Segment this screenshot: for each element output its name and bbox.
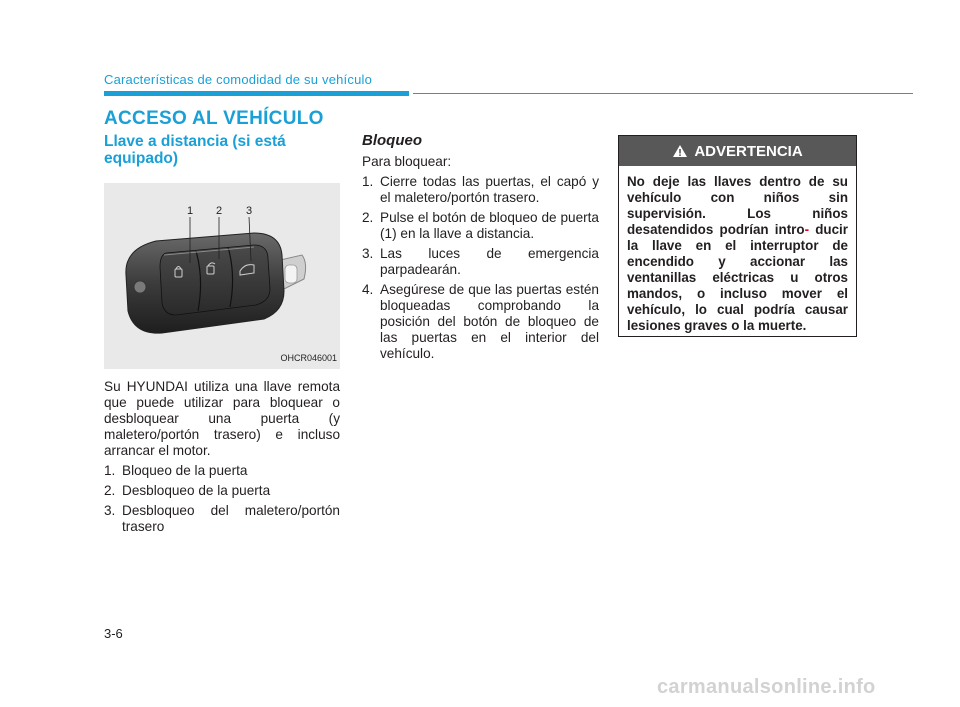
callout-3: 3 — [246, 205, 253, 217]
chapter-header-bar — [104, 91, 409, 96]
lock-heading: Bloqueo — [362, 132, 422, 149]
callout-1: 1 — [187, 205, 194, 217]
left-column — [104, 133, 340, 535]
button-list — [104, 463, 340, 535]
callout-2: 2 — [216, 205, 223, 217]
section-title: ACCESO AL VEHÍCULO — [104, 108, 324, 129]
list-item: 2. Desbloqueo de la puerta — [104, 483, 271, 498]
warning-triangle-icon — [672, 144, 688, 158]
remote-key-subtitle: Llave a distancia (si está equipado) — [104, 133, 286, 167]
remote-key-illustration — [104, 183, 340, 369]
page-number: 3-6 — [104, 626, 123, 641]
remote-key-figure — [104, 183, 340, 369]
list-item: 1. Cierre todas las puertas, el capó y el maletero/portón trasero. — [362, 174, 599, 205]
warning-box — [618, 135, 857, 337]
warning-text: No deje las llaves dentro de su vehículo con niños sin supervisión. Los niños desatendidos podrían intro- ducir la llave en el interruptor de encendido y accionar las ventanillas eléctricas u otros mandos, o incluso mover el vehículo, lo cual podría causar lesiones graves o la muerte. — [627, 174, 848, 333]
list-item: 3. Las luces de emergencia parpadearán. — [362, 246, 599, 277]
figure-code: OHCR046001 — [280, 353, 337, 363]
chapter-header: Características de comodidad de su vehículo — [104, 72, 373, 87]
remote-key-intro: Su HYUNDAI utiliza una llave remota que puede utilizar para bloquear o desbloquear una puerta (y maletero/portón trasero) e incluso arrancar el motor. — [104, 379, 340, 458]
chapter-header-rule — [413, 93, 913, 94]
lock-steps — [362, 174, 599, 362]
lock-lead: Para bloquear: — [362, 154, 452, 169]
list-item: 3. Desbloqueo del maletero/portón trasero — [104, 503, 340, 534]
warning-header — [619, 136, 856, 166]
watermark: carmanualsonline.info — [657, 676, 876, 698]
warning-title: ADVERTENCIA — [694, 142, 803, 160]
list-item: 2. Pulse el botón de bloqueo de puerta (1) en la llave a distancia. — [362, 210, 599, 241]
middle-column — [362, 133, 599, 362]
list-item: 1. Bloqueo de la puerta — [104, 463, 248, 478]
list-item: 4. Asegúrese de que las puertas estén bloqueadas comprobando la posición del botón de bloqueo de las puertas en el interior del vehículo. — [362, 282, 599, 361]
